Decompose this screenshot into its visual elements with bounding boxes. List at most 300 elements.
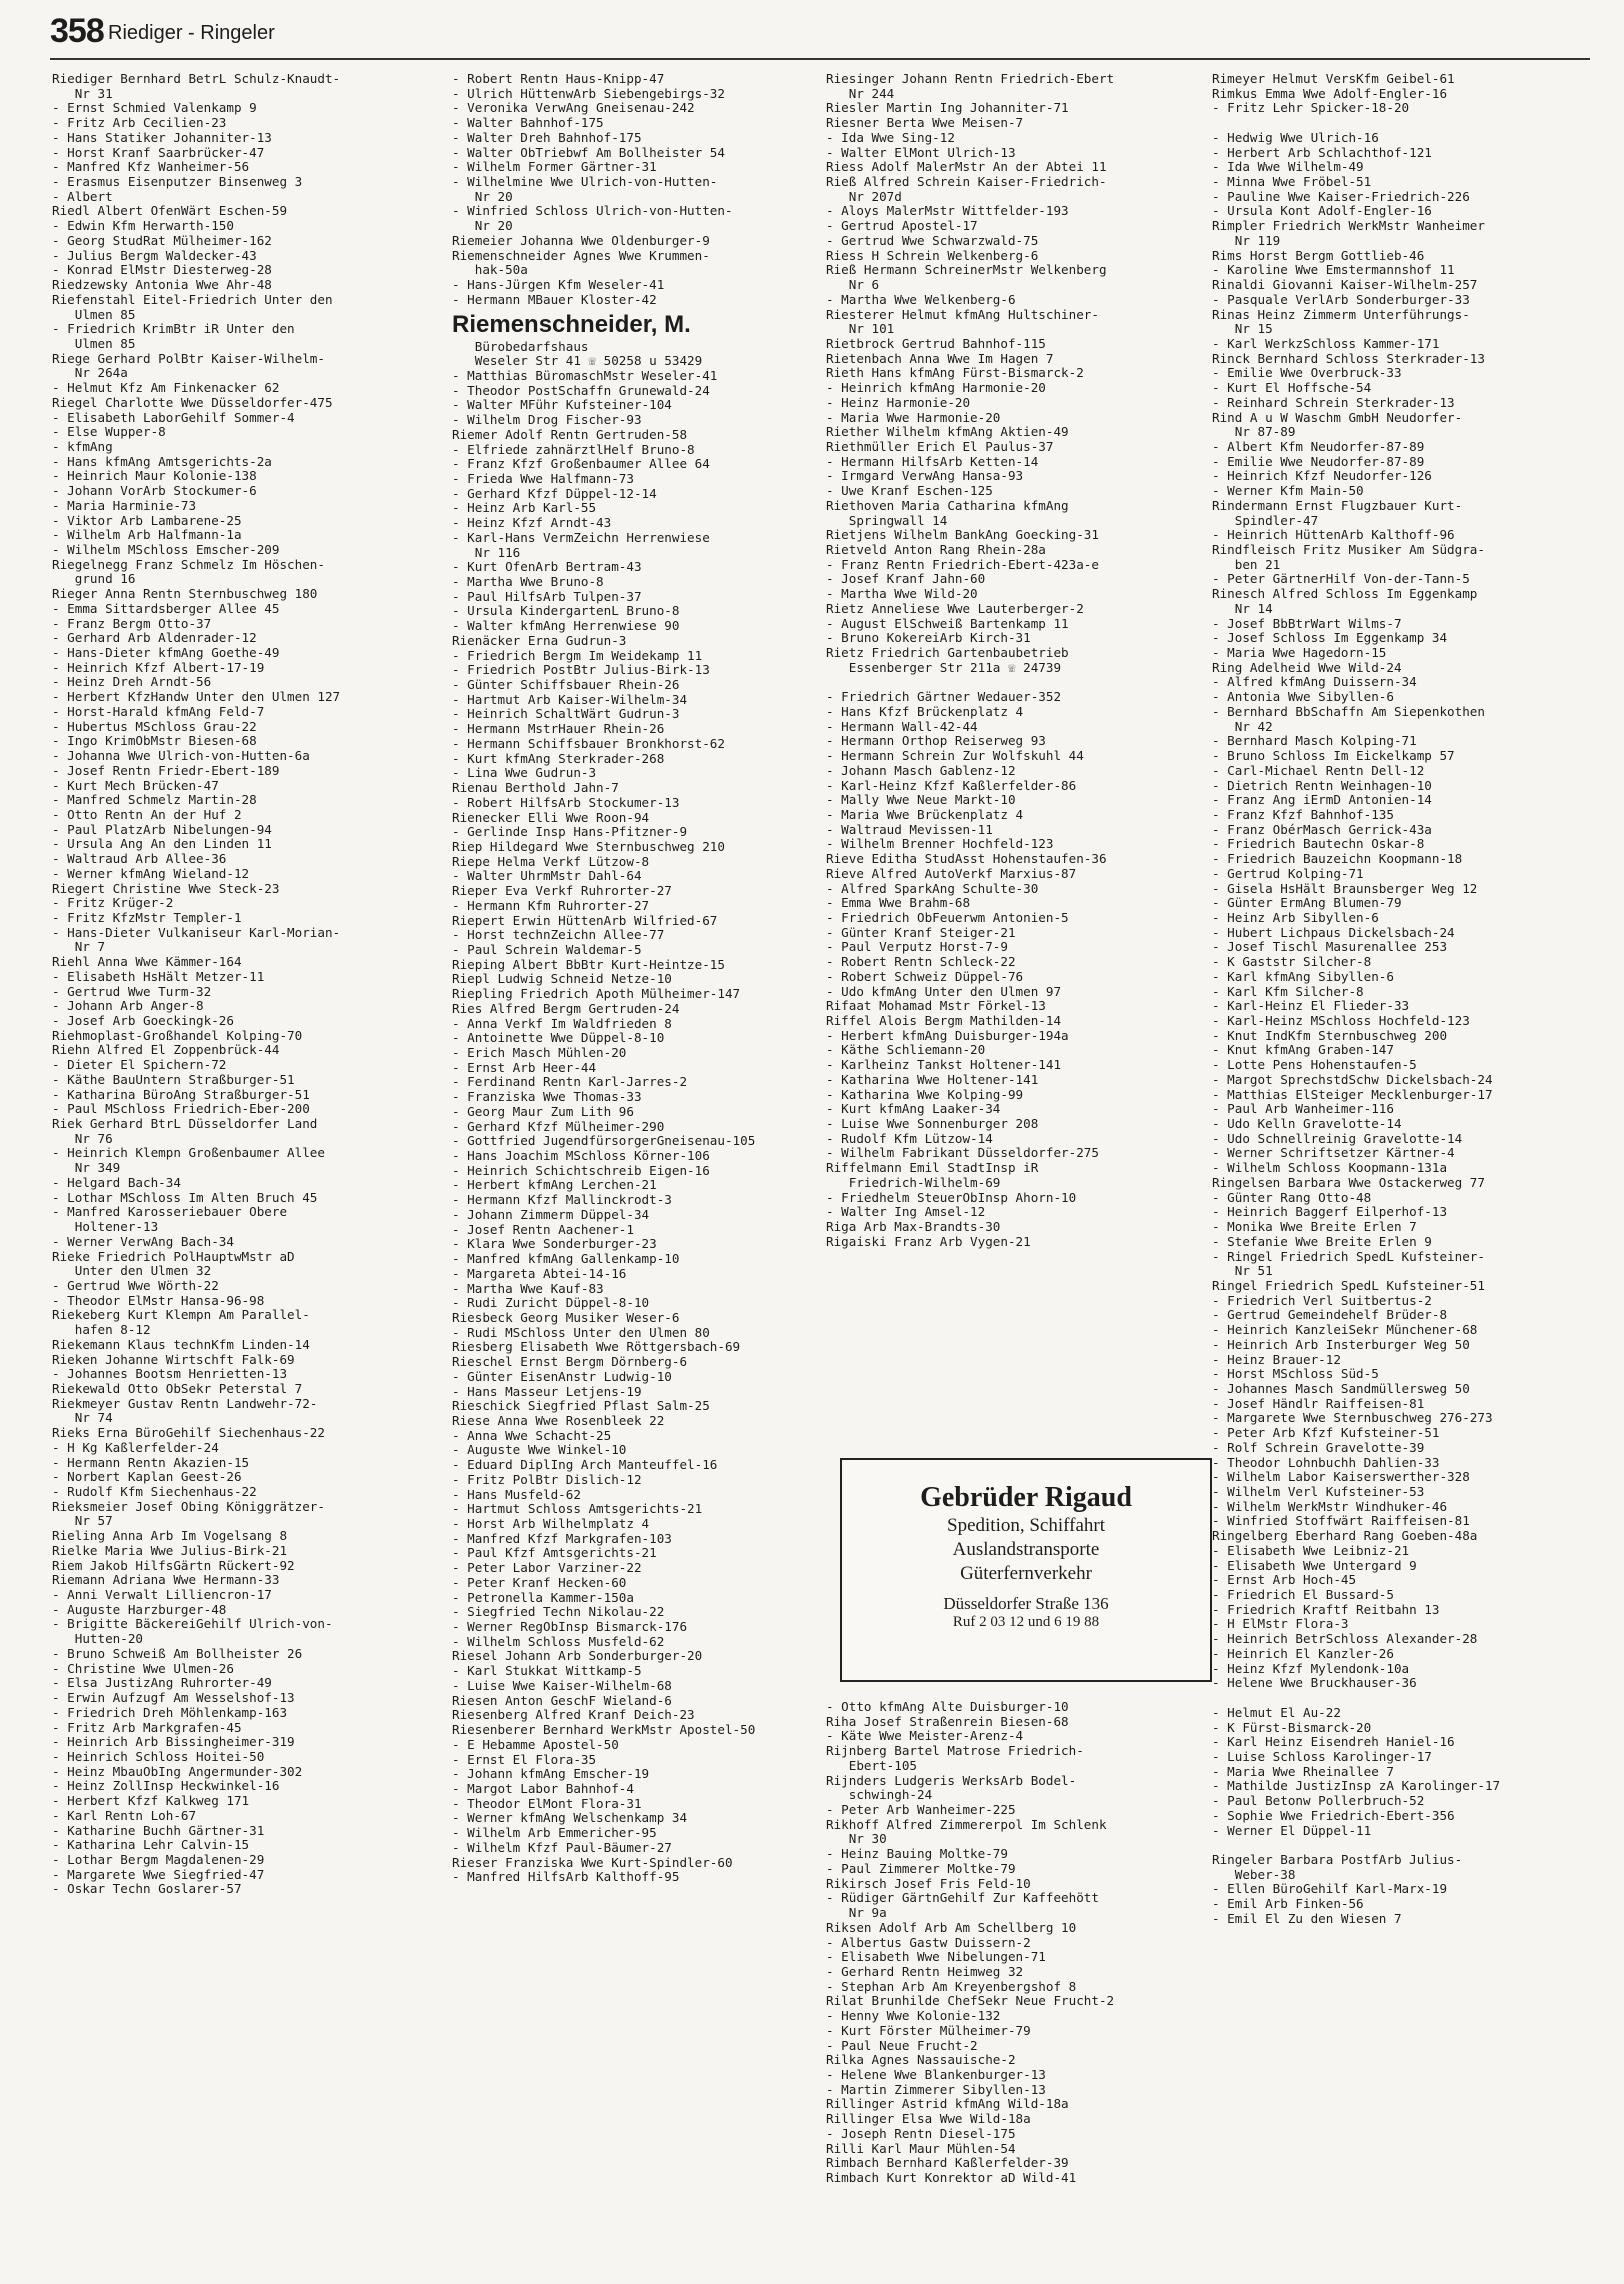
directory-entry: schwingh-24 <box>826 1787 933 1803</box>
directory-entry: Riepl Ludwig Schneid Netze-10 <box>452 971 672 987</box>
directory-entry: - K Gaststr Silcher-8 <box>1212 954 1372 970</box>
directory-entry: Riekemann Klaus technKfm Linden-14 <box>52 1336 310 1352</box>
directory-entry: - Rudolf Kfm Lützow-14 <box>826 1130 993 1146</box>
directory-entry: - Friedrich Bautechn Oskar-8 <box>1212 836 1425 852</box>
directory-entry: - Robert Rentn Haus-Knipp-47 <box>452 72 665 86</box>
directory-entry: Rieken Johanne Wirtschft Falk-69 <box>52 1351 295 1367</box>
directory-entry: - Bernhard BbSchaffn Am Siepenkothen <box>1212 703 1485 719</box>
directory-entry: - Stephan Arb Am Kreyenbergshof 8 <box>826 1978 1077 1994</box>
directory-entry: - Hermann Schiffsbauer Bronkhorst-62 <box>452 735 725 751</box>
directory-entry: Nr 207d <box>826 188 902 204</box>
directory-entry: ben 21 <box>1212 556 1281 572</box>
directory-entry: - Hans kfmAng Amtsgerichts-2a <box>52 453 272 469</box>
directory-entry: - Robert Schweiz Düppel-76 <box>826 968 1024 984</box>
directory-entry: - Viktor Arb Lambarene-25 <box>52 512 242 528</box>
directory-entry: - Karl WerkzSchloss Kammer-171 <box>1212 335 1440 351</box>
directory-entry: - Antonia Wwe Sibyllen-6 <box>1212 689 1394 705</box>
ad-company-name: Gebrüder Rigaud <box>920 1482 1132 1513</box>
directory-entry: - Friedrich El Bussard-5 <box>1212 1587 1394 1603</box>
directory-entry: - Paul HilfsArb Tulpen-37 <box>452 588 642 604</box>
directory-entry: - Martha Wwe Welkenberg-6 <box>826 291 1016 307</box>
directory-entry: Nr 349 <box>52 1160 121 1176</box>
directory-entry: - Katharina Lehr Calvin-15 <box>52 1837 250 1853</box>
directory-entry: - Peter Arb Wanheimer-225 <box>826 1802 1016 1818</box>
directory-entry: - Fritz KfzMstr Templer-1 <box>52 909 242 925</box>
directory-entry: - Karl Kfm Silcher-8 <box>1212 983 1364 999</box>
directory-entry: - Wilhelm Schloss Musfeld-62 <box>452 1633 665 1649</box>
directory-entry: - Heinz ZollInsp Heckwinkel-16 <box>52 1778 280 1794</box>
directory-entry: - Robert Rentn Schleck-22 <box>826 954 1016 970</box>
directory-entry: Riemenschneider, M. <box>452 310 691 338</box>
directory-entry: Hutten-20 <box>52 1631 143 1647</box>
advertisement-box <box>840 1458 1212 1682</box>
ad-service-line: Güterfernverkehr <box>960 1563 1092 1584</box>
directory-entry: Riediger Bernhard BetrL Schulz-Knaudt- <box>52 72 341 86</box>
directory-entry: - Uwe Kranf Eschen-125 <box>826 483 993 499</box>
directory-entry: - Bernhard Masch Kolping-71 <box>1212 733 1417 749</box>
directory-entry: - Heinz Arb Sibyllen-6 <box>1212 909 1379 925</box>
directory-entry: - Manfred Schmelz Martin-28 <box>52 792 257 808</box>
directory-entry: - Heinz Dreh Arndt-56 <box>52 674 212 690</box>
directory-entry: Rieger Anna Rentn Sternbuschweg 180 <box>52 586 318 602</box>
directory-entry: - Elisabeth Wwe Leibniz-21 <box>1212 1542 1410 1558</box>
directory-entry: - Werner RegObInsp Bismarck-176 <box>452 1619 688 1635</box>
directory-entry: Riehmoplast-Großhandel Kolping-70 <box>52 1027 303 1043</box>
directory-entry: - Dietrich Rentn Weinhagen-10 <box>1212 777 1432 793</box>
directory-entry: Nr 87-89 <box>1212 424 1296 440</box>
directory-entry: - Pasquale VerlArb Sonderburger-33 <box>1212 291 1470 307</box>
directory-entry: Rieschick Siegfried Pflast Salm-25 <box>452 1398 710 1414</box>
directory-entry: - Joseph Rentn Diesel-175 <box>826 2125 1016 2141</box>
directory-entry: Riksen Adolf Arb Am Schellberg 10 <box>826 1919 1077 1935</box>
directory-entry: - Elisabeth Wwe Untergard 9 <box>1212 1557 1417 1573</box>
directory-entry: - Hans-Dieter kfmAng Goethe-49 <box>52 645 280 661</box>
directory-entry: - Walter Ing Amsel-12 <box>826 1204 986 1220</box>
directory-column-1 <box>52 72 430 2272</box>
header-rule <box>50 58 1590 60</box>
directory-entry: Rietz Anneliese Wwe Lauterberger-2 <box>826 600 1084 616</box>
directory-entry: - Hartmut Arb Kaiser-Wilhelm-34 <box>452 691 688 707</box>
directory-entry: Rigaiski Franz Arb Vygen-21 <box>826 1233 1031 1249</box>
directory-entry: - Hermann HilfsArb Ketten-14 <box>826 453 1039 469</box>
directory-entry: Riepert Erwin HüttenArb Wilfried-67 <box>452 912 718 928</box>
directory-entry: - Werner Schriftsetzer Kärtner-4 <box>1212 1145 1455 1161</box>
directory-entry: - Heinrich Schloss Hoitei-50 <box>52 1748 265 1764</box>
directory-entry: - Udo kfmAng Unter den Ulmen 97 <box>826 983 1062 999</box>
directory-entry: - Herbert Arb Schlachthof-121 <box>1212 144 1432 160</box>
directory-entry: Rietenbach Anna Wwe Im Hagen 7 <box>826 350 1054 366</box>
directory-entry: - Dieter El Spichern-72 <box>52 1057 227 1073</box>
directory-entry: Rinaldi Giovanni Kaiser-Wilhelm-257 <box>1212 277 1478 293</box>
directory-entry: - Paul MSchloss Friedrich-Eber-200 <box>52 1101 310 1117</box>
directory-entry: Nr 42 <box>1212 718 1273 734</box>
directory-entry: - Bruno Schweiß Am Bollheister 26 <box>52 1645 303 1661</box>
directory-entry: - Werner kfmAng Welschenkamp 34 <box>452 1810 688 1826</box>
directory-entry: - Heinz Brauer-12 <box>1212 1351 1341 1367</box>
directory-entry: Weseler Str 41 ☏ 50258 u 53429 <box>452 353 703 369</box>
directory-entry: - Manfred HilfsArb Kalthoff-95 <box>452 1869 680 1885</box>
directory-entry: Rillinger Astrid kfmAng Wild-18a <box>826 2096 1069 2112</box>
directory-entry: Rijnberg Bartel Matrose Friedrich- <box>826 1743 1084 1759</box>
directory-entry: - Walter Bahnhof-175 <box>452 115 604 131</box>
directory-entry: - Minna Wwe Fröbel-51 <box>1212 174 1372 190</box>
directory-entry: - Katharine Buchh Gärtner-31 <box>52 1822 265 1838</box>
directory-entry: Riedl Albert OfenWärt Eschen-59 <box>52 203 288 219</box>
directory-entry: Riedzewsky Antonia Wwe Ahr-48 <box>52 277 272 293</box>
directory-entry: Rieling Anna Arb Im Vogelsang 8 <box>52 1528 288 1544</box>
directory-entry: - Horst technZeichn Allee-77 <box>452 927 665 943</box>
directory-entry: Ringelberg Eberhard Rang Goeben-48a <box>1212 1528 1478 1544</box>
directory-entry: - Reinhard Schrein Sterkrader-13 <box>1212 394 1455 410</box>
directory-entry: Rienäcker Erna Gudrun-3 <box>452 632 627 648</box>
directory-entry: - Margareta Abtei-14-16 <box>452 1265 627 1281</box>
directory-entry: - August ElSchweiß Bartenkamp 11 <box>826 615 1069 631</box>
directory-entry: - Hermann Schrein Zur Wolfskuhl 44 <box>826 748 1084 764</box>
directory-entry: - Walter Dreh Bahnhof-175 <box>452 129 642 145</box>
directory-entry: - Käte Wwe Meister-Arenz-4 <box>826 1728 1024 1744</box>
directory-entry: - Monika Wwe Breite Erlen 7 <box>1212 1219 1417 1235</box>
directory-entry: Rimpler Friedrich WerkMstr Wanheimer <box>1212 218 1485 234</box>
directory-entry: - Walter MFühr Kufsteiner-104 <box>452 397 672 413</box>
directory-entry: - Hermann Wall-42-44 <box>826 718 978 734</box>
directory-entry: - Hans-Dieter Vulkaniseur Karl-Morian- <box>52 924 341 940</box>
directory-entry: Ringeler Barbara PostfArb Julius- <box>1212 1851 1463 1867</box>
directory-entry: - Albertus Gastw Duissern-2 <box>826 1934 1031 1950</box>
directory-entry: Rienecker Elli Wwe Roon-94 <box>452 809 650 825</box>
directory-entry: Riepling Friedrich Apoth Mülheimer-147 <box>452 986 741 1002</box>
directory-entry: - Gisela HsHält Braunsberger Weg 12 <box>1212 880 1478 896</box>
directory-entry: - Albert Kfm Neudorfer-87-89 <box>1212 438 1425 454</box>
directory-entry: Riesner Berta Wwe Meisen-7 <box>826 115 1024 131</box>
directory-entry: Nr 76 <box>52 1130 113 1146</box>
directory-entry: Riha Josef Straßenrein Biesen-68 <box>826 1713 1069 1729</box>
directory-entry: - Hans Kfzf Brückenplatz 4 <box>826 703 1024 719</box>
directory-entry: Rindermann Ernst Flugzbauer Kurt- <box>1212 497 1463 513</box>
directory-entry: - Günter Kranf Steiger-21 <box>826 924 1016 940</box>
directory-entry: - Hermann Kfzf Mallinckrodt-3 <box>452 1192 672 1208</box>
directory-entry: - Aloys MalerMstr Wittfelder-193 <box>826 203 1069 219</box>
directory-entry: Rinck Bernhard Schloss Sterkrader-13 <box>1212 350 1485 366</box>
directory-entry: - Gertrud Wwe Wörth-22 <box>52 1277 219 1293</box>
directory-entry: - Hubertus MSchloss Grau-22 <box>52 718 257 734</box>
directory-entry: Rinesch Alfred Schloss Im Eggenkamp <box>1212 586 1478 602</box>
directory-entry: - Georg Maur Zum Lith 96 <box>452 1103 634 1119</box>
directory-column-3-continued <box>826 1700 1206 2280</box>
directory-entry: - Auguste Wwe Winkel-10 <box>452 1442 627 1458</box>
directory-entry: - Johanna Wwe Ulrich-von-Hutten-6a <box>52 748 310 764</box>
directory-entry: - Wilhelm Former Gärtner-31 <box>452 159 657 175</box>
directory-entry: - Wilhelm Schloss Koopmann-131a <box>1212 1160 1448 1176</box>
directory-entry: Riegel Charlotte Wwe Düsseldorfer-475 <box>52 394 333 410</box>
directory-entry: - Horst Kranf Saarbrücker-47 <box>52 144 265 160</box>
directory-entry: - Ursula Kont Adolf-Engler-16 <box>1212 203 1432 219</box>
directory-entry: - Friedrich KrimBtr iR Unter den <box>52 321 295 337</box>
directory-entry: - Emilie Wwe Overbruck-33 <box>1212 365 1402 381</box>
directory-entry: Nr 30 <box>826 1831 887 1847</box>
directory-entry: - Werner Kfm Main-50 <box>1212 483 1364 499</box>
directory-entry: Nr 15 <box>1212 321 1273 337</box>
ad-address: Düsseldorfer Straße 136 <box>943 1594 1109 1613</box>
directory-entry: - Johann Masch Gablenz-12 <box>826 762 1016 778</box>
directory-entry: - Fritz Arb Markgrafen-45 <box>52 1719 242 1735</box>
directory-entry: - Horst MSchloss Süd-5 <box>1212 1366 1379 1382</box>
directory-entry: - Heinrich Kfzf Neudorfer-126 <box>1212 468 1432 484</box>
directory-entry: - Gertrud Kolping-71 <box>1212 865 1364 881</box>
directory-entry: - Rudolf Kfm Siechenhaus-22 <box>52 1484 257 1499</box>
directory-entry: - Franz ObérMasch Gerrick-43a <box>1212 821 1432 837</box>
directory-entry: - Josef Kranf Jahn-60 <box>826 571 986 587</box>
directory-entry: - Gerhard Arb Aldenrader-12 <box>52 630 257 646</box>
directory-entry: Holtener-13 <box>52 1219 159 1235</box>
directory-entry: - Josef Rentn Aachener-1 <box>452 1221 634 1237</box>
directory-entry: Riether Wilhelm kfmAng Aktien-49 <box>826 424 1069 440</box>
directory-entry: Riethoven Maria Catharina kfmAng <box>826 497 1069 513</box>
directory-entry: - Günter ErmAng Blumen-79 <box>1212 895 1402 911</box>
directory-entry: Riemer Adolf Rentn Gertruden-58 <box>452 426 688 442</box>
directory-entry: - Karl Rentn Loh-67 <box>52 1807 197 1823</box>
directory-entry: Riemann Adriana Wwe Hermann-33 <box>52 1572 280 1588</box>
directory-entry: - Stefanie Wwe Breite Erlen 9 <box>1212 1233 1432 1249</box>
directory-entry: - Wilhelm Verl Kufsteiner-53 <box>1212 1484 1425 1499</box>
directory-entry: - Maria Wwe Brückenplatz 4 <box>826 806 1024 822</box>
directory-entry: - Hans-Jürgen Kfm Weseler-41 <box>452 277 665 293</box>
directory-entry: - Walter ElMont Ulrich-13 <box>826 144 1016 160</box>
directory-entry: - Friedrich Verl Suitbertus-2 <box>1212 1292 1432 1308</box>
directory-entry: - Martha Wwe Wild-20 <box>826 586 978 602</box>
directory-entry: - Katharina Wwe Kolping-99 <box>826 1086 1024 1102</box>
directory-entry: Rilka Agnes Nassauische-2 <box>826 2052 1016 2068</box>
directory-entry: - Martin Zimmerer Sibyllen-13 <box>826 2081 1046 2097</box>
directory-entry: Nr 51 <box>1212 1263 1273 1279</box>
directory-entry: - Margarete Wwe Sternbuschweg 276-273 <box>1212 1410 1493 1426</box>
directory-entry: - Wilhelm Kfzf Paul-Bäumer-27 <box>452 1839 672 1855</box>
directory-entry: Riemenschneider Agnes Wwe Krummen- <box>452 247 710 263</box>
directory-entry: - Heinrich Kfzf Albert-17-19 <box>52 659 265 675</box>
directory-entry: - Emma Wwe Brahm-68 <box>826 895 971 911</box>
directory-entry: - Heinrich Arb Insterburger Weg 50 <box>1212 1336 1470 1352</box>
directory-entry: - Paul Zimmerer Moltke-79 <box>826 1860 1016 1876</box>
directory-entry: - Peter GärtnerHilf Von-der-Tann-5 <box>1212 571 1470 587</box>
directory-entry: Riffelmann Emil StadtInsp iR <box>826 1160 1039 1176</box>
directory-entry: - Waltraud Arb Allee-36 <box>52 851 227 867</box>
directory-entry: Rieping Albert BbBtr Kurt-Heintze-15 <box>452 956 725 972</box>
directory-entry: - Heinrich Baggerf Eilperhof-13 <box>1212 1204 1448 1220</box>
directory-entry: - Günter EisenAnstr Ludwig-10 <box>452 1368 672 1384</box>
directory-entry: - Pauline Wwe Kaiser-Friedrich-226 <box>1212 188 1470 204</box>
directory-entry: - Paul Verputz Horst-7-9 <box>826 939 1008 955</box>
directory-entry: - Theodor Lohnbuchh Dahlien-33 <box>1212 1454 1440 1470</box>
directory-entry: - Norbert Kaplan Geest-26 <box>52 1469 242 1485</box>
directory-entry: - Heinrich Arb Bissingheimer-319 <box>52 1734 295 1750</box>
directory-entry: Ring Adelheid Wwe Wild-24 <box>1212 659 1402 675</box>
directory-entry: - Gerlinde Insp Hans-Pfitzner-9 <box>452 824 688 840</box>
directory-entry: - Albert <box>52 188 113 204</box>
directory-entry: Riehn Alfred El Zoppenbrück-44 <box>52 1042 280 1058</box>
directory-entry: - Emil El Zu den Wiesen 7 <box>1212 1910 1402 1926</box>
directory-entry: Rieth Hans kfmAng Fürst-Bismarck-2 <box>826 365 1084 381</box>
directory-entry: - Edwin Kfm Herwarth-150 <box>52 218 234 234</box>
directory-entry: - Helmut Kfz Am Finkenacker 62 <box>52 380 280 396</box>
directory-entry: - Hans Musfeld-62 <box>452 1486 581 1502</box>
directory-entry: - Alfred kfmAng Duissern-34 <box>1212 674 1417 690</box>
directory-entry: - Sophie Wwe Friedrich-Ebert-356 <box>1212 1807 1455 1823</box>
directory-entry: - Kurt Förster Mülheimer-79 <box>826 2022 1031 2038</box>
directory-entry: - Theodor PostSchaffn Grunewald-24 <box>452 382 710 398</box>
directory-entry: - Ernst Arb Heer-44 <box>452 1059 597 1075</box>
directory-entry: - Margarete Wwe Siegfried-47 <box>52 1866 265 1882</box>
directory-entry: Nr 116 <box>452 544 521 560</box>
directory-entry: Riess Adolf MalerMstr An der Abtei 11 <box>826 159 1107 175</box>
directory-entry: - Irmgard VerwAng Hansa-93 <box>826 468 1024 484</box>
directory-entry: - Carl-Michael Rentn Dell-12 <box>1212 762 1425 778</box>
directory-entry: - Karoline Wwe Emstermannshof 11 <box>1212 262 1455 278</box>
page-number: 358 <box>50 12 104 50</box>
directory-entry: Rilli Karl Maur Mühlen-54 <box>826 2140 1016 2156</box>
directory-entry: - Wilhelmine Wwe Ulrich-von-Hutten- <box>452 174 718 190</box>
directory-entry: - Knut kfmAng Graben-147 <box>1212 1042 1394 1058</box>
directory-entry: Rinas Heinz Zimmerm Unterführungs- <box>1212 306 1470 322</box>
directory-entry: - Helgard Bach-34 <box>52 1174 181 1190</box>
directory-entry: - Horst-Harald kfmAng Feld-7 <box>52 703 265 719</box>
directory-entry: - Karl kfmAng Sibyllen-6 <box>1212 968 1394 984</box>
directory-entry: - Robert HilfsArb Stockumer-13 <box>452 794 680 810</box>
directory-entry: - Anni Verwalt Lilliencron-17 <box>52 1587 272 1603</box>
directory-entry: - Friedrich Bauzeichn Koopmann-18 <box>1212 851 1463 867</box>
directory-entry <box>1212 116 1592 131</box>
directory-entry: - Johannes Bootsm Henrietten-13 <box>52 1366 288 1382</box>
directory-entry: - Ursula KindergartenL Bruno-8 <box>452 603 680 619</box>
directory-entry: Rietbrock Gertrud Bahnhof-115 <box>826 335 1046 351</box>
directory-entry: - Kurt OfenArb Bertram-43 <box>452 559 642 575</box>
directory-entry: Nr 7 <box>52 939 106 955</box>
directory-entry: Rietveld Anton Rang Rhein-28a <box>826 542 1046 557</box>
directory-entry: - Heinz Arb Karl-55 <box>452 500 597 516</box>
directory-entry: - Peter Kranf Hecken-60 <box>452 1574 627 1590</box>
directory-entry: Rikirsch Josef Fris Feld-10 <box>826 1875 1031 1891</box>
directory-entry: - Manfred Karosseriebauer Obere <box>52 1204 288 1220</box>
directory-entry: - Klara Wwe Sonderburger-23 <box>452 1236 657 1252</box>
directory-entry: Rieve Editha StudAsst Hohenstaufen-36 <box>826 851 1107 867</box>
directory-entry: Riesel Johann Arb Sonderburger-20 <box>452 1648 703 1664</box>
directory-entry: - Margot Labor Bahnhof-4 <box>452 1780 634 1796</box>
directory-entry: Rielke Maria Wwe Julius-Birk-21 <box>52 1542 288 1558</box>
directory-entry: - Helmut El Au-22 <box>1212 1704 1341 1720</box>
directory-entry: - Friedrich ObFeuerwm Antonien-5 <box>826 909 1069 925</box>
directory-entry: - Wilhelm MSchloss Emscher-209 <box>52 542 280 557</box>
directory-entry: - Ernst El Flora-35 <box>452 1751 597 1767</box>
directory-entry: - kfmAng <box>52 438 113 454</box>
directory-entry: - Anna Wwe Schacht-25 <box>452 1427 612 1443</box>
running-title: Riediger - Ringeler <box>108 22 275 44</box>
directory-entry: - Gerhard Kfzf Mülheimer-290 <box>452 1118 665 1134</box>
directory-entry: - K Fürst-Bismarck-20 <box>1212 1719 1372 1735</box>
directory-entry: - Hartmut Schloss Amtsgerichts-21 <box>452 1501 703 1517</box>
directory-entry: Rieks Erna BüroGehilf Siechenhaus-22 <box>52 1425 325 1441</box>
directory-entry: - Maria Harminie-73 <box>52 497 197 513</box>
directory-entry: Riemeier Johanna Wwe Oldenburger-9 <box>452 232 710 248</box>
directory-entry: Nr 14 <box>1212 600 1273 616</box>
directory-entry: - Matthias BüromaschMstr Weseler-41 <box>452 367 718 383</box>
directory-entry: - Ernst Schmied Valenkamp 9 <box>52 100 257 116</box>
directory-entry: Rimbach Kurt Konrektor aD Wild-41 <box>826 2170 1077 2185</box>
directory-entry: Rimkus Emma Wwe Adolf-Engler-16 <box>1212 85 1448 101</box>
directory-entry: - Lothar MSchloss Im Alten Bruch 45 <box>52 1189 318 1205</box>
directory-entry: - Ernst Arb Hoch-45 <box>1212 1572 1357 1588</box>
directory-entry: - Johann Zimmerm Düppel-34 <box>452 1206 650 1222</box>
directory-entry: - Hermann MBauer Kloster-42 <box>452 291 657 307</box>
directory-entry: - Heinrich HüttenArb Kalthoff-96 <box>1212 527 1455 543</box>
directory-entry: - Hermann Kfm Ruhrorter-27 <box>452 897 650 913</box>
directory-entry: - Hedwig Wwe Ulrich-16 <box>1212 129 1379 145</box>
directory-entry: - Theodor ElMstr Hansa-96-98 <box>52 1292 265 1308</box>
directory-entry: - Josef Arb Goeckingk-26 <box>52 1013 234 1028</box>
directory-entry: - Karl-Hans VermZeichn Herrenwiese <box>452 529 710 545</box>
directory-entry: Riesler Martin Ing Johanniter-71 <box>826 100 1069 116</box>
directory-entry: - Paul Kfzf Amtsgerichts-21 <box>452 1545 657 1561</box>
directory-entry: - Hermann MstrHauer Rhein-26 <box>452 721 665 737</box>
directory-entry: - Paul Schrein Waldemar-5 <box>452 941 642 957</box>
directory-entry: Rilat Brunhilde ChefSekr Neue Frucht-2 <box>826 1993 1115 2009</box>
directory-entry: Riepe Helma Verkf Lützow-8 <box>452 853 650 869</box>
directory-entry: - Emma Sittardsberger Allee 45 <box>52 600 280 616</box>
directory-entry: - Matthias ElSteiger Mecklenburger-17 <box>1212 1086 1493 1102</box>
directory-entry: - Udo Schnellreinig Gravelotte-14 <box>1212 1130 1463 1146</box>
directory-entry: Riehl Anna Wwe Kämmer-164 <box>52 954 242 970</box>
directory-entry: - Manfred Kfz Wanheimer-56 <box>52 159 250 175</box>
directory-entry: - Fritz Arb Cecilien-23 <box>52 115 227 131</box>
directory-entry: - Elisabeth Wwe Nibelungen-71 <box>826 1949 1046 1965</box>
directory-entry: - Heinrich KanzleiSekr Münchener-68 <box>1212 1322 1478 1338</box>
directory-entry: - Herbert kfmAng Lerchen-21 <box>452 1177 657 1193</box>
directory-entry: - Josef Schloss Im Eggenkamp 34 <box>1212 630 1448 646</box>
directory-entry: Unter den Ulmen 32 <box>52 1263 212 1279</box>
directory-entry: Spindler-47 <box>1212 512 1319 528</box>
directory-entry: Rietz Friedrich Gartenbaubetrieb <box>826 645 1069 661</box>
directory-entry: - Johann VorArb Stockumer-6 <box>52 483 257 499</box>
directory-entry: Nr 57 <box>52 1513 113 1529</box>
directory-entry: - Helene Wwe Blankenburger-13 <box>826 2066 1046 2082</box>
directory-entry: - Veronika VerwAng Gneisenau-242 <box>452 100 695 116</box>
directory-entry: - Kurt El Hoffsche-54 <box>1212 380 1372 396</box>
directory-entry: Friedrich-Wilhelm-69 <box>826 1174 1001 1190</box>
directory-entry: Rind A u W Waschm GmbH Neudorfer- <box>1212 409 1463 425</box>
directory-entry: - Wilhelm Brenner Hochfeld-123 <box>826 836 1054 852</box>
directory-entry: Essenberger Str 211a ☏ 24739 <box>826 659 1062 675</box>
directory-entry: - Gerhard Rentn Heimweg 32 <box>826 1963 1024 1979</box>
directory-entry: Ulmen 85 <box>52 306 136 322</box>
directory-entry: - Manfred Kfzf Markgrafen-103 <box>452 1530 672 1546</box>
directory-entry: Nr 6 <box>826 277 880 293</box>
directory-entry: - Emilie Wwe Neudorfer-87-89 <box>1212 453 1425 469</box>
directory-entry: - Oskar Techn Goslarer-57 <box>52 1881 242 1897</box>
directory-entry: - Walter kfmAng Herrenwiese 90 <box>452 618 680 634</box>
directory-entry: - Karl-Heinz MSchloss Hochfeld-123 <box>1212 1013 1470 1028</box>
directory-entry: - Karlheinz Tankst Holtener-141 <box>826 1057 1062 1073</box>
directory-entry: - Wilhelm Fabrikant Düsseldorfer-275 <box>826 1145 1099 1161</box>
directory-entry: - Georg StudRat Mülheimer-162 <box>52 232 272 248</box>
directory-entry: - Gottfried JugendfürsorgerGneisenau-105 <box>452 1133 756 1149</box>
directory-entry: - Manfred kfmAng Gallenkamp-10 <box>452 1251 680 1267</box>
directory-entry: - Auguste Harzburger-48 <box>52 1601 227 1617</box>
directory-entry: - Rüdiger GärtnGehilf Zur Kaffeehött <box>826 1890 1099 1906</box>
directory-entry: - Hans Masseur Letjens-19 <box>452 1383 642 1399</box>
directory-entry: hak-50a <box>452 262 528 278</box>
directory-entry: - Luise Schloss Karolinger-17 <box>1212 1748 1432 1764</box>
directory-entry: - Josef Tischl Masurenallee 253 <box>1212 939 1448 955</box>
directory-entry: - Heinrich kfmAng Harmonie-20 <box>826 380 1046 396</box>
directory-entry: - Werner VerwAng Bach-34 <box>52 1233 234 1249</box>
directory-entry: - Anna Verkf Im Waldfrieden 8 <box>452 1015 672 1031</box>
